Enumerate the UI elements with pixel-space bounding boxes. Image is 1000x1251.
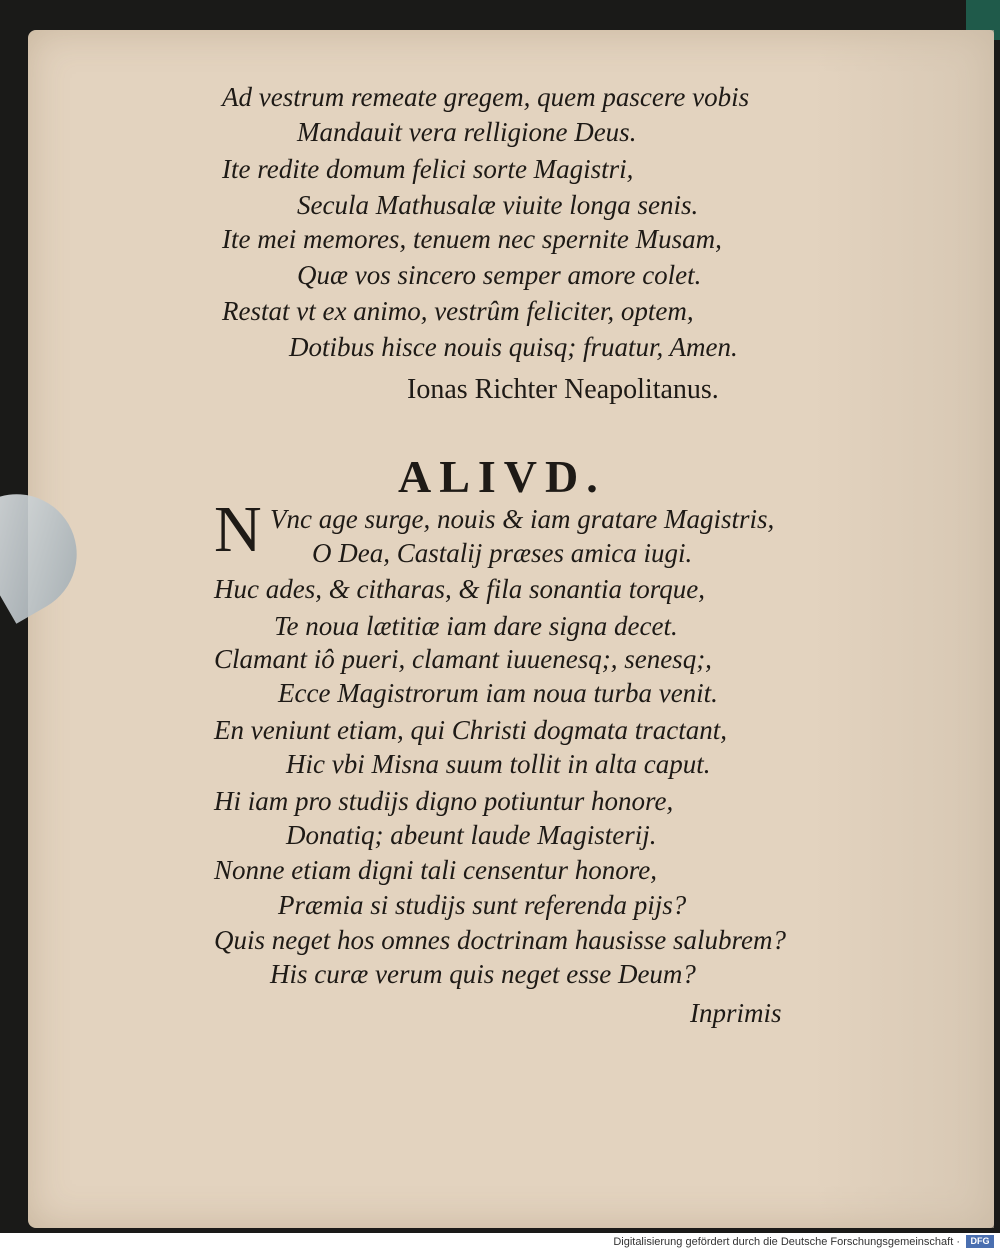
poem1-line: Ad vestrum remeate gregem, quem pascere vobis: [222, 82, 750, 112]
poem1-line: Ite mei memores, tenuem nec spernite Musam,: [222, 224, 722, 254]
digitization-footer: [0, 1233, 1000, 1251]
poem2-line: Te noua lætitiæ iam dare signa decet.: [274, 611, 678, 641]
section-heading: ALIVD.: [398, 451, 606, 502]
dfg-logo-icon: DFG: [966, 1235, 994, 1248]
poem1-line: Ite redite domum felici sorte Magistri,: [222, 154, 634, 184]
catchword: Inprimis: [690, 998, 782, 1028]
poem1-line: Mandauit vera relligione Deus.: [297, 117, 637, 147]
poem2-line: Vnc age surge, nouis & iam gratare Magistris,: [270, 504, 775, 534]
poem1-line: Quæ vos sincero semper amore colet.: [297, 260, 702, 290]
poem1-line: Restat vt ex animo, vestrûm feliciter, optem,: [222, 296, 694, 326]
poem2-line: Præmia si studijs sunt referenda pijs?: [278, 890, 687, 920]
show-through-shading: [814, 30, 994, 1228]
poem2-line: Clamant iô pueri, clamant iuuenesq;, senesq;,: [214, 644, 712, 674]
drop-capital: N: [214, 493, 262, 566]
poem2-line: Hic vbi Misna suum tollit in alta caput.: [286, 749, 711, 779]
poem2-line: Hi iam pro studijs digno potiuntur honore,: [214, 786, 674, 816]
poem1-line: Dotibus hisce nouis quisq; fruatur, Amen.: [289, 332, 738, 362]
poem2-line: O Dea, Castalij præses amica iugi.: [312, 538, 693, 568]
poem2-line: His curæ verum quis neget esse Deum?: [270, 959, 696, 989]
poem2-line: Nonne etiam digni tali censentur honore,: [214, 855, 657, 885]
poem2-line: Ecce Magistrorum iam noua turba venit.: [278, 678, 718, 708]
poem2-line: Quis neget hos omnes doctrinam hausisse salubrem?: [214, 925, 786, 955]
poem2-line: En veniunt etiam, qui Christi dogmata tractant,: [214, 715, 727, 745]
footer-credit: Digitalisierung gefördert durch die Deutsche Forschungsgemeinschaft ·: [613, 1236, 960, 1248]
author-signature: Ionas Richter Neapolitanus.: [407, 374, 719, 405]
poem2-line: Huc ades, & citharas, & fila sonantia torque,: [214, 574, 705, 604]
poem2-line: Donatiq; abeunt laude Magisterij.: [286, 820, 657, 850]
poem1-line: Secula Mathusalæ viuite longa senis.: [297, 190, 699, 220]
